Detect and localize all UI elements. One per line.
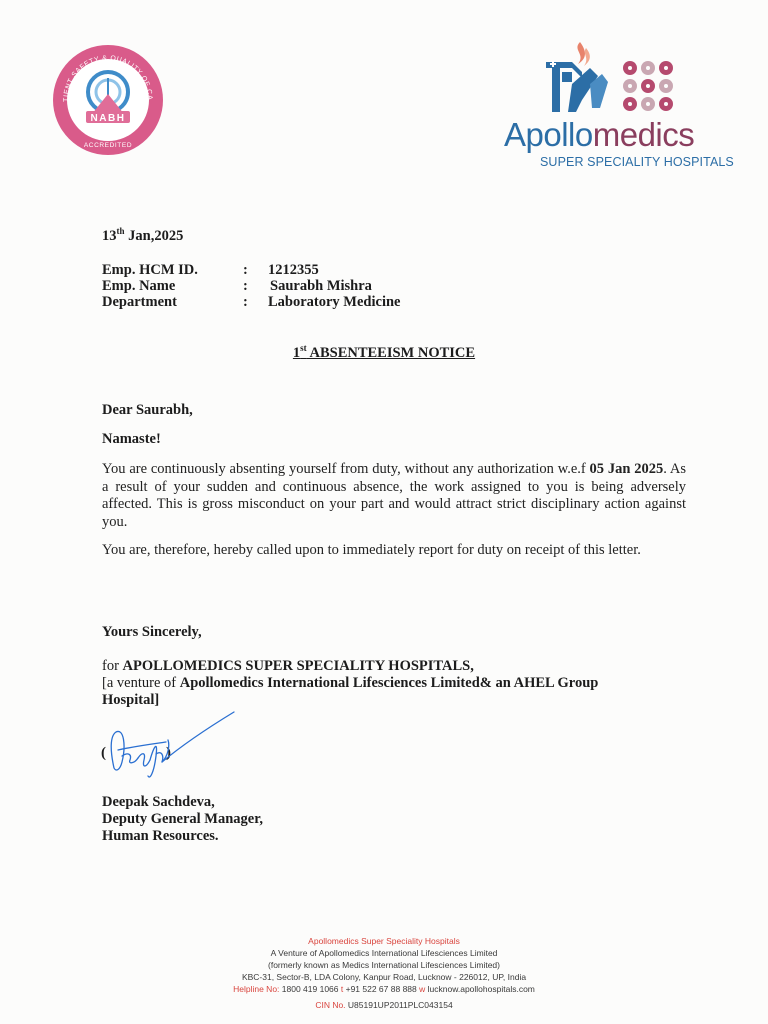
salutation: Dear Saurabh, <box>102 402 193 418</box>
field-label-hcm-id: Emp. HCM ID. <box>102 262 198 278</box>
footer-helpline-label: Helpline No: <box>233 984 280 994</box>
footer-phone-number: +91 522 67 88 888 <box>343 984 420 994</box>
footer-web-label: w <box>419 984 426 994</box>
footer-cin-number: U85191UP2011PLC043154 <box>345 1000 453 1010</box>
brand-name-apollo: Apollo <box>504 116 593 153</box>
field-separator: : <box>243 294 248 310</box>
field-value-department: Laboratory Medicine <box>268 294 401 310</box>
venture-prefix: a venture of <box>106 675 180 691</box>
footer-website: lucknow.apollohospitals.com <box>425 984 535 994</box>
signatory-name: Deepak Sachdeva, <box>102 794 215 810</box>
notice-title <box>0 343 768 362</box>
footer-formerly-line: (formerly known as Medics International Lifesciences Limited) <box>268 960 500 970</box>
venture-line-2: Hospital] <box>102 692 160 708</box>
footer-phone-label: t <box>340 984 344 994</box>
date-day: 13 <box>102 227 117 244</box>
field-separator: : <box>243 262 248 278</box>
signature-paren-open: ( <box>101 745 106 761</box>
signature-paren-close: ) <box>166 745 171 761</box>
for-prefix: for <box>102 658 123 674</box>
field-value-hcm-id: 1212355 <box>268 262 319 278</box>
body-paragraph-1 <box>102 461 686 531</box>
handwritten-signature <box>96 706 236 784</box>
footer-address: KBC-31, Sector-B, LDA Colony, Kanpur Road, Lucknow - 226012, UP, India <box>241 972 527 982</box>
svg-text:ACCREDITED: ACCREDITED <box>83 142 133 149</box>
footer-venture-line: A Venture of Apollomedics International Lifesciences Limited <box>270 948 498 958</box>
apollomedics-emblem-icon <box>542 38 682 122</box>
body-paragraph-2: You are, therefore, hereby called upon to immediately report for duty on receipt of this letter. <box>102 542 641 558</box>
para1-absence-date: 05 Jan 2025 <box>589 461 664 477</box>
greeting-namaste: Namaste! <box>102 431 161 447</box>
brand-name-medics: medics <box>592 116 695 153</box>
brand-name <box>504 118 694 151</box>
field-value-emp-name: Saurabh Mishra <box>270 278 372 294</box>
letter-date <box>102 226 183 245</box>
svg-text:PATIENT SAFETY & QUALITY OF CA: TIENT SAFETY & QUALITY OF CA <box>62 54 154 102</box>
venture-organization: Apollomedics International Lifesciences Limited& an AHEL Group <box>179 675 599 691</box>
para1-text-a: You are continuously absenting yourself from duty, without any authorization w.e.f <box>102 461 590 477</box>
footer-cin-line <box>0 1000 768 1010</box>
para1-text-b: . As a result of your sudden and continuous absence, the work assigned to you is being adversely affected. This is gross misconduct on your part and would attract strict disciplinary action against you. <box>102 461 686 530</box>
svg-text:NABH: NABH <box>90 113 126 124</box>
date-month-year: Jan,2025 <box>124 227 184 244</box>
brand-tagline: SUPER SPECIALITY HOSPITALS <box>540 155 734 169</box>
closing: Yours Sincerely, <box>102 624 202 640</box>
nabh-accreditation-seal <box>50 42 166 158</box>
date-suffix: th <box>116 226 125 236</box>
notice-title-text: ABSENTEEISM NOTICE <box>306 344 476 361</box>
for-organization-name: APOLLOMEDICS SUPER SPECIALITY HOSPITALS, <box>122 658 474 674</box>
field-label-department: Department <box>102 294 177 310</box>
venture-bracket: [ <box>102 675 107 691</box>
field-separator: : <box>243 278 248 294</box>
for-organization <box>102 658 474 675</box>
footer-org-name: Apollomedics Super Speciality Hospitals <box>308 936 460 946</box>
notice-title-suffix: st <box>300 343 307 353</box>
venture-line-1 <box>102 675 598 692</box>
signatory-department: Human Resources. <box>102 828 219 844</box>
footer-helpline-number: 1800 419 1066 <box>279 984 341 994</box>
footer-cin-label: CIN No. <box>315 1000 346 1010</box>
signatory-title: Deputy General Manager, <box>102 811 263 827</box>
notice-title-number: 1 <box>292 344 301 361</box>
field-label-emp-name: Emp. Name <box>102 278 176 294</box>
footer-contact-line <box>0 984 768 994</box>
